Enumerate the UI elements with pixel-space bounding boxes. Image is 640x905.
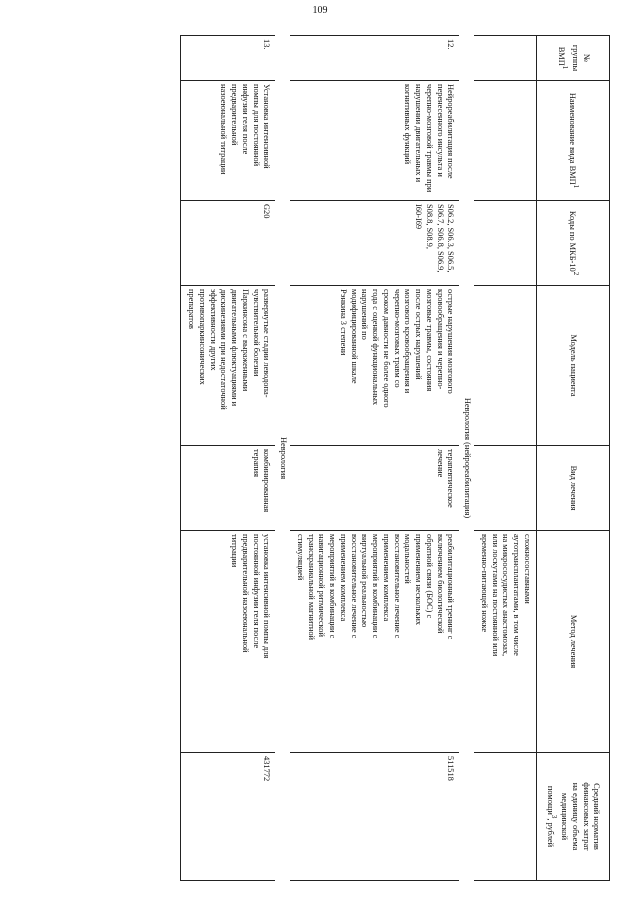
header-vmp-name: Наименование вида ВМП$^1$ (537, 81, 610, 201)
row-number: 12. (290, 36, 459, 81)
section-heading-row (460, 36, 475, 881)
financial-norm-cell: 431772 (181, 753, 276, 881)
table-row (290, 36, 459, 881)
icd-codes-cell: G20 (181, 201, 276, 286)
table-row (181, 36, 276, 881)
row-number: 13. (181, 36, 276, 81)
vmp-name-cell: Нейрореабилитация после перенесенного инсульта и черепно-мозговой травмы при нарушении двигательных и когнитивных функций (290, 81, 459, 201)
treatment-method-cell: установка интенсивной помпы для постоянной инфузии геля после предварительной назоеюнальной титрации (181, 531, 276, 753)
header-patient-model: Модель пациента (537, 286, 610, 446)
header-treatment-type: Вид лечения (537, 446, 610, 531)
icd-codes-cell: S06.2, S06.3, S06.5, S06.7, S06.8, S06.9, S08.8, S08.9, I60-I69 (290, 201, 459, 286)
header-group-number: № группы ВМП$^1$ (537, 36, 610, 81)
patient-model-cell: развернутые стадии леводопа- чувствительной болезни Паркинсона с выраженными двигательными флюктуациями и дискинезиями при недостаточной эффективности других противопаркинсонических препаратов (181, 286, 276, 446)
section-heading: Неврология (нейрореабилитация) (463, 397, 473, 519)
header-treatment-method: Метод лечения (537, 531, 610, 753)
rotated-table-container (65, 35, 610, 880)
vmp-name-cell: Установка интенсивной помпы для постоянной инфузии геля после предварительной назоеюнальной титрации (181, 81, 276, 201)
treatment-type-cell: комбинированная терапия (181, 446, 276, 531)
continuation-row (474, 36, 536, 881)
financial-norm-cell: 511518 (290, 753, 459, 881)
section-heading-row (276, 36, 291, 881)
header-row (537, 36, 610, 881)
vmp-table (181, 35, 611, 881)
section-heading: Неврология (279, 436, 289, 480)
header-icd-codes: Коды по МКБ-$10^2$ (537, 201, 610, 286)
patient-model-cell: острые нарушения мозгового кровообращения и черепно- мозговые травмы, состояния после острых нарушений мозгового кровообращения и черепно-мозговых травм со сроком давности не более одного года с оценкой функциональных нарушений по модифицированной шкале Рэнкина 3 степени (290, 286, 459, 446)
continuation-method-cell: сложносоставными аутотрансплантатами, в том числе на микрососудистых анастомозах, или лоскутами на постоянной или временно-питающей ножке (474, 531, 536, 753)
page-number: 109 (312, 5, 328, 16)
treatment-method-cell: реабилитационный тренинг с включением биологической обратной связи (БОС) с применением нескольких модальностей восстановительное лечение с применением комплекса мероприятий в комбинации с виртуальной реальностью восстановительное лечение с применением комплекса мероприятий в комбинации с навигационной ритмической транскраниальной магнитной стимуляцией (290, 531, 459, 753)
treatment-type-cell: терапевтическое лечение (290, 446, 459, 531)
header-financial-norm: Средний норматив финансовых затрат на единицу объема медицинской помощи$^3$, рублей (537, 753, 610, 881)
